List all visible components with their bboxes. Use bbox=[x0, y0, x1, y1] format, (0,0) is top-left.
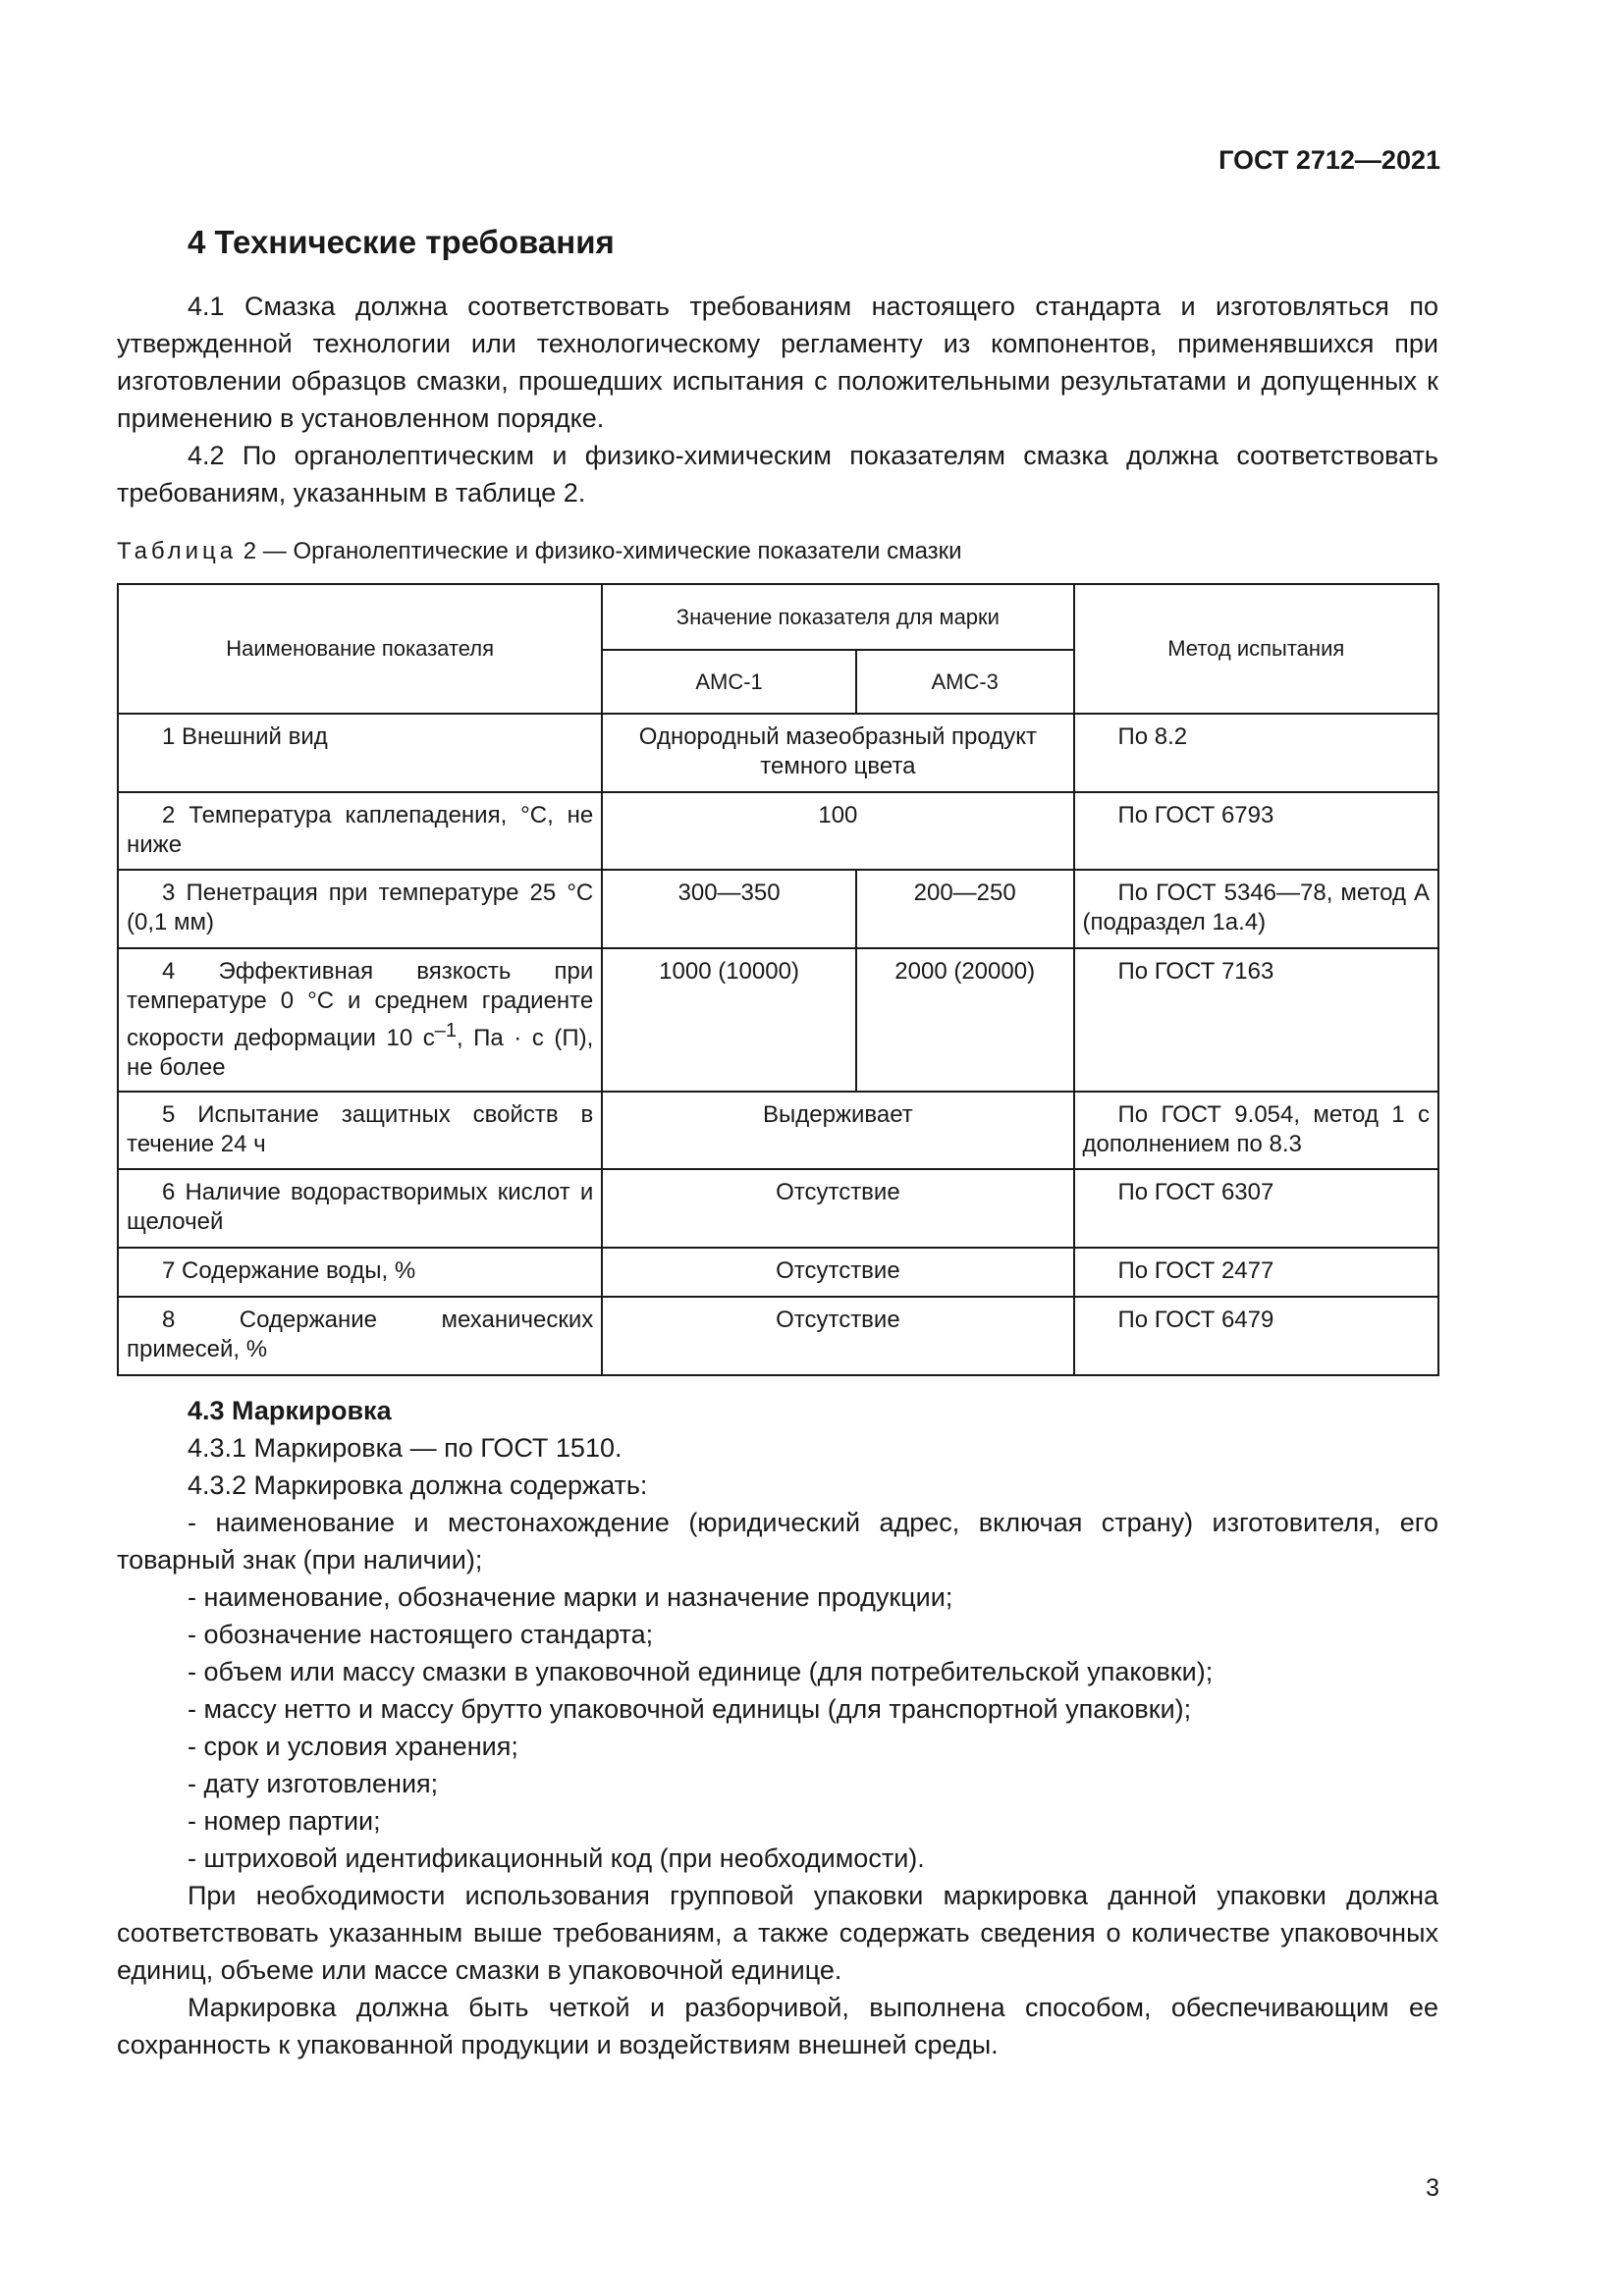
row-name: 2 Температура каплепадения, °С, не ниже bbox=[118, 792, 602, 870]
list-item: - срок и условия хранения; bbox=[188, 1732, 518, 1761]
row-method: По ГОСТ 2477 bbox=[1074, 1248, 1438, 1297]
paragraph-4-2: 4.2 По органолептическим и физико-химическим показателям смазка должна соответствовать требованиям, указанным в таблице 2. bbox=[117, 441, 1438, 507]
header-grade-ams3: АМС-3 bbox=[856, 650, 1074, 714]
marking-list bbox=[117, 1578, 1438, 1877]
row-value-ams3: 2000 (20000) bbox=[856, 948, 1074, 1092]
row-name: 5 Испытание защитных свойств в течение 24 ч bbox=[118, 1092, 602, 1169]
table-caption-text: 2 — Органолептические и физико-химические показатели смазки bbox=[237, 538, 962, 564]
row-value: Отсутствие bbox=[602, 1169, 1073, 1248]
row-value: Однородный мазеобразный продукт темного цвета bbox=[602, 714, 1073, 792]
row-name: 7 Содержание воды, % bbox=[118, 1248, 602, 1297]
page-number: 3 bbox=[1426, 2174, 1439, 2202]
row-name: 8 Содержание механических примесей, % bbox=[118, 1297, 602, 1375]
row-method: По ГОСТ 6479 bbox=[1074, 1297, 1438, 1375]
paragraph-marking-quality: Маркировка должна быть четкой и разборчивой, выполнена способом, обеспечивающим ее сохранность к упакованной продукции и воздействиям внешней среды. bbox=[117, 1993, 1438, 2059]
paragraph-4-3-1: 4.3.1 Маркировка — по ГОСТ 1510. bbox=[188, 1433, 623, 1463]
list-item: - наименование, обозначение марки и назначение продукции; bbox=[188, 1582, 953, 1612]
row-method: По ГОСТ 5346—78, метод А (подраздел 1а.4) bbox=[1074, 870, 1438, 948]
marking-item-first: - наименование и местонахождение (юридический адрес, включая страну) изготовителя, его товарный знак (при наличии); bbox=[117, 1508, 1438, 1575]
section-title: 4 Технические требования bbox=[188, 224, 615, 260]
table-caption bbox=[117, 538, 962, 565]
row-value: Выдерживает bbox=[602, 1092, 1073, 1169]
table-row bbox=[118, 714, 1438, 792]
row-name-text: 4 Эффективная вязкость при температуре 0 °С и среднем градиенте скорости деформации 10 с bbox=[127, 958, 594, 1051]
table-row bbox=[118, 948, 1438, 1092]
list-item: - обозначение настоящего стандарта; bbox=[188, 1620, 654, 1649]
list-item: - штриховой идентификационный код (при необходимости). bbox=[188, 1843, 925, 1873]
table-row bbox=[118, 792, 1438, 870]
row-name-text-end: , Па · с (П), не более bbox=[127, 1025, 594, 1081]
row-name: 6 Наличие водорастворимых кислот и щелочей bbox=[118, 1169, 602, 1248]
row-value-ams3: 200—250 bbox=[856, 870, 1074, 948]
document-id: ГОСТ 2712—2021 bbox=[1218, 145, 1440, 175]
table-row bbox=[118, 870, 1438, 948]
table-row bbox=[118, 1297, 1438, 1375]
list-item: - объем или массу смазки в упаковочной единице (для потребительской упаковки); bbox=[188, 1657, 1214, 1686]
section-4-3 bbox=[117, 1392, 1438, 2063]
paragraph-group-packaging: При необходимости использования групповой упаковки маркировка данной упаковки должна соответствовать указанным выше требованиям, а также содержать сведения о количестве упаковочных единиц, объеме или массе смазки в упаковочной единице. bbox=[117, 1881, 1438, 1985]
header-grade-ams1: АМС-1 bbox=[602, 650, 856, 714]
row-method: По ГОСТ 9.054, метод 1 с дополнением по 8.3 bbox=[1074, 1092, 1438, 1169]
header-method: Метод испытания bbox=[1074, 584, 1438, 714]
row-value-ams1: 1000 (10000) bbox=[602, 948, 856, 1092]
row-name: 1 Внешний вид bbox=[118, 714, 602, 792]
table-caption-word: Таблица bbox=[117, 538, 238, 564]
table-row bbox=[118, 1169, 1438, 1248]
row-value: Отсутствие bbox=[602, 1248, 1073, 1297]
row-method: По 8.2 bbox=[1074, 714, 1438, 792]
row-value: 100 bbox=[602, 792, 1073, 870]
paragraph-4-3-2: 4.3.2 Маркировка должна содержать: bbox=[188, 1470, 648, 1500]
list-item: - массу нетто и массу брутто упаковочной единицы (для транспортной упаковки); bbox=[188, 1694, 1192, 1724]
header-value-group: Значение показателя для марки bbox=[602, 584, 1073, 650]
list-item: - номер партии; bbox=[188, 1806, 381, 1836]
row-name: 3 Пенетрация при температуре 25 °С (0,1 мм) bbox=[118, 870, 602, 948]
row-method: По ГОСТ 6793 bbox=[1074, 792, 1438, 870]
paragraph-4-1: 4.1 Смазка должна соответствовать требованиям настоящего стандарта и изготовляться по утвержденной технологии или технологическому регламенту из компонентов, применявшихся при изготовлении образцов смазки, прошедших испытания с положительными результатами и допущенных к применению в установленном порядке. bbox=[117, 292, 1438, 433]
row-value: Отсутствие bbox=[602, 1297, 1073, 1375]
row-name-superscript: –1 bbox=[434, 1020, 457, 1041]
table-row bbox=[118, 1092, 1438, 1169]
row-name bbox=[118, 948, 602, 1092]
properties-table bbox=[117, 583, 1439, 1376]
section-4-3-title: 4.3 Маркировка bbox=[188, 1396, 392, 1425]
table-row bbox=[118, 1248, 1438, 1297]
row-method: По ГОСТ 7163 bbox=[1074, 948, 1438, 1092]
row-value-ams1: 300—350 bbox=[602, 870, 856, 948]
section-4-body bbox=[117, 288, 1438, 511]
header-name: Наименование показателя bbox=[118, 584, 602, 714]
row-method: По ГОСТ 6307 bbox=[1074, 1169, 1438, 1248]
list-item: - дату изготовления; bbox=[188, 1769, 439, 1798]
